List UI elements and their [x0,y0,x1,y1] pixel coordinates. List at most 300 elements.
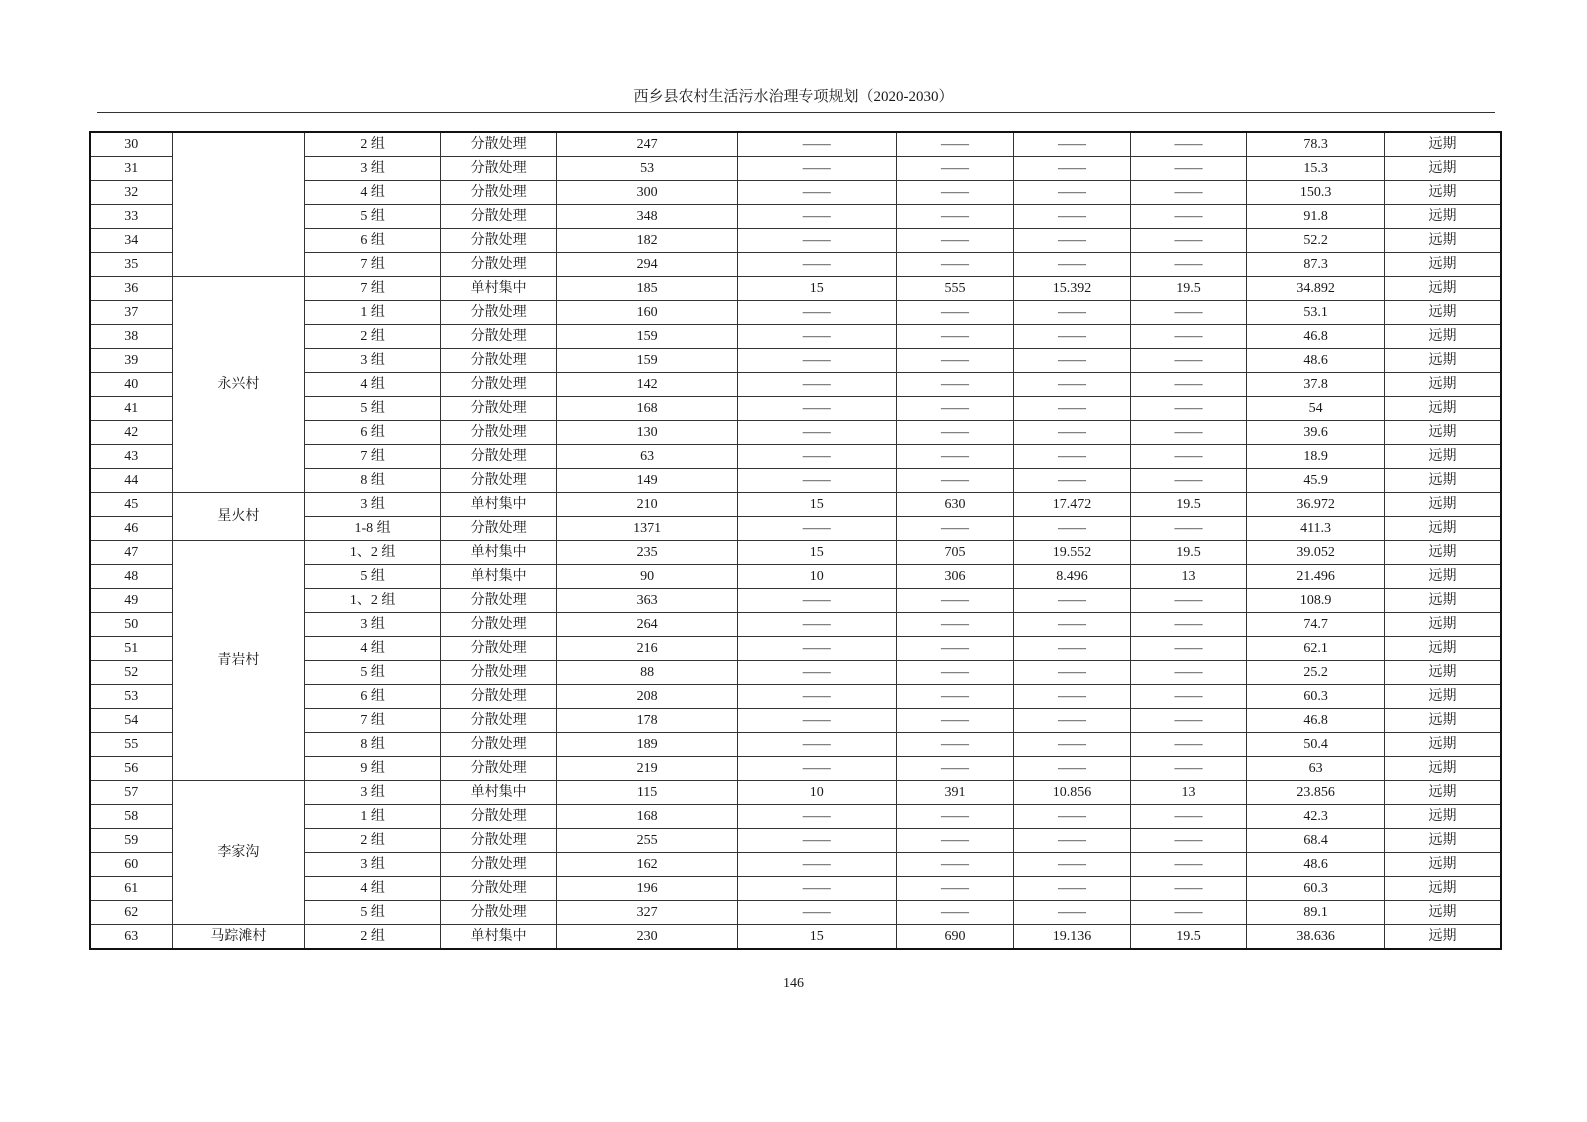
cell-group: 2 组 [305,132,441,157]
cell-group: 5 组 [305,397,441,421]
cell-scale: —— [737,853,896,877]
cell-method: 分散处理 [440,253,556,277]
cell-index: 42 [90,421,172,445]
cell-index: 61 [90,877,172,901]
cell-village: 永兴村 [172,277,305,493]
cell-cost-a: —— [1014,469,1130,493]
cell-total: 60.3 [1247,877,1385,901]
cell-total: 63 [1247,757,1385,781]
cell-total: 38.636 [1247,925,1385,950]
table-row [90,277,1501,301]
cell-cost-a: —— [1014,613,1130,637]
cell-population: 63 [557,445,737,469]
cell-cost-a: —— [1014,709,1130,733]
cell-scale: —— [737,253,896,277]
cell-volume: —— [896,421,1013,445]
cell-population: 159 [557,325,737,349]
cell-population: 300 [557,181,737,205]
cell-group: 4 组 [305,373,441,397]
cell-total: 48.6 [1247,853,1385,877]
cell-period: 远期 [1384,181,1501,205]
cell-cost-a: —— [1014,181,1130,205]
cell-period: 远期 [1384,517,1501,541]
cell-scale: 15 [737,925,896,950]
cell-period: 远期 [1384,157,1501,181]
cell-scale: —— [737,517,896,541]
cell-population: 294 [557,253,737,277]
cell-population: 115 [557,781,737,805]
cell-cost-a: —— [1014,325,1130,349]
cell-volume: —— [896,373,1013,397]
cell-scale: 10 [737,565,896,589]
cell-volume: —— [896,517,1013,541]
cell-group: 3 组 [305,157,441,181]
cell-population: 160 [557,301,737,325]
cell-period: 远期 [1384,325,1501,349]
cell-scale: —— [737,709,896,733]
cell-population: 185 [557,277,737,301]
cell-scale: —— [737,349,896,373]
cell-period: 远期 [1384,132,1501,157]
cell-cost-b: 13 [1130,565,1246,589]
cell-method: 分散处理 [440,445,556,469]
cell-cost-b: —— [1130,661,1246,685]
cell-cost-b: —— [1130,757,1246,781]
cell-cost-b: —— [1130,373,1246,397]
cell-cost-b: 19.5 [1130,277,1246,301]
cell-method: 单村集中 [440,493,556,517]
cell-group: 4 组 [305,877,441,901]
cell-group: 7 组 [305,709,441,733]
cell-cost-b: —— [1130,853,1246,877]
cell-index: 50 [90,613,172,637]
cell-method: 分散处理 [440,229,556,253]
cell-method: 分散处理 [440,325,556,349]
cell-group: 6 组 [305,685,441,709]
cell-group: 4 组 [305,181,441,205]
cell-scale: —— [737,685,896,709]
cell-method: 单村集中 [440,925,556,950]
cell-volume: —— [896,757,1013,781]
cell-period: 远期 [1384,205,1501,229]
cell-volume: 705 [896,541,1013,565]
cell-scale: —— [737,445,896,469]
cell-index: 58 [90,805,172,829]
cell-index: 49 [90,589,172,613]
cell-volume: —— [896,829,1013,853]
cell-period: 远期 [1384,253,1501,277]
cell-group: 3 组 [305,853,441,877]
cell-cost-a: —— [1014,685,1130,709]
data-table [89,131,1502,950]
cell-group: 3 组 [305,781,441,805]
cell-period: 远期 [1384,925,1501,950]
cell-total: 411.3 [1247,517,1385,541]
cell-total: 45.9 [1247,469,1385,493]
cell-period: 远期 [1384,421,1501,445]
cell-method: 分散处理 [440,517,556,541]
cell-cost-a: —— [1014,517,1130,541]
cell-period: 远期 [1384,733,1501,757]
cell-index: 51 [90,637,172,661]
cell-index: 38 [90,325,172,349]
cell-index: 46 [90,517,172,541]
cell-scale: 10 [737,781,896,805]
cell-scale: —— [737,373,896,397]
cell-cost-b: —— [1130,445,1246,469]
cell-total: 50.4 [1247,733,1385,757]
cell-population: 178 [557,709,737,733]
cell-period: 远期 [1384,805,1501,829]
cell-total: 21.496 [1247,565,1385,589]
cell-group: 5 组 [305,661,441,685]
cell-cost-a: —— [1014,733,1130,757]
cell-period: 远期 [1384,829,1501,853]
cell-cost-a: 19.136 [1014,925,1130,950]
cell-volume: —— [896,325,1013,349]
table-row [90,132,1501,157]
cell-scale: 15 [737,541,896,565]
cell-index: 45 [90,493,172,517]
cell-period: 远期 [1384,541,1501,565]
cell-scale: —— [737,877,896,901]
cell-cost-b: —— [1130,469,1246,493]
cell-group: 5 组 [305,901,441,925]
cell-index: 54 [90,709,172,733]
cell-cost-a: —— [1014,229,1130,253]
cell-population: 168 [557,397,737,421]
cell-period: 远期 [1384,877,1501,901]
cell-cost-a: —— [1014,805,1130,829]
cell-method: 分散处理 [440,901,556,925]
cell-cost-b: —— [1130,709,1246,733]
cell-population: 210 [557,493,737,517]
cell-index: 34 [90,229,172,253]
cell-total: 60.3 [1247,685,1385,709]
cell-group: 4 组 [305,637,441,661]
cell-method: 单村集中 [440,781,556,805]
cell-cost-b: —— [1130,637,1246,661]
cell-cost-a: —— [1014,661,1130,685]
cell-population: 53 [557,157,737,181]
cell-index: 43 [90,445,172,469]
cell-volume: —— [896,445,1013,469]
cell-method: 分散处理 [440,853,556,877]
cell-cost-a: 8.496 [1014,565,1130,589]
cell-total: 39.052 [1247,541,1385,565]
cell-cost-b: —— [1130,589,1246,613]
cell-index: 62 [90,901,172,925]
cell-index: 60 [90,853,172,877]
cell-cost-b: 13 [1130,781,1246,805]
cell-volume: 690 [896,925,1013,950]
cell-total: 39.6 [1247,421,1385,445]
cell-total: 37.8 [1247,373,1385,397]
cell-method: 分散处理 [440,613,556,637]
cell-group: 1、2 组 [305,589,441,613]
cell-method: 分散处理 [440,349,556,373]
cell-scale: —— [737,181,896,205]
cell-cost-a: —— [1014,829,1130,853]
cell-total: 74.7 [1247,613,1385,637]
cell-cost-a: —— [1014,397,1130,421]
cell-index: 30 [90,132,172,157]
cell-method: 分散处理 [440,757,556,781]
cell-volume: —— [896,301,1013,325]
cell-method: 分散处理 [440,733,556,757]
cell-cost-b: 19.5 [1130,541,1246,565]
cell-total: 46.8 [1247,325,1385,349]
cell-method: 分散处理 [440,132,556,157]
cell-index: 63 [90,925,172,950]
cell-scale: —— [737,469,896,493]
cell-cost-b: —— [1130,301,1246,325]
cell-period: 远期 [1384,853,1501,877]
cell-method: 分散处理 [440,877,556,901]
cell-total: 89.1 [1247,901,1385,925]
cell-volume: —— [896,157,1013,181]
cell-method: 单村集中 [440,277,556,301]
cell-volume: 306 [896,565,1013,589]
cell-scale: —— [737,661,896,685]
cell-period: 远期 [1384,277,1501,301]
cell-index: 55 [90,733,172,757]
cell-period: 远期 [1384,781,1501,805]
cell-population: 264 [557,613,737,637]
cell-total: 78.3 [1247,132,1385,157]
cell-total: 62.1 [1247,637,1385,661]
cell-period: 远期 [1384,589,1501,613]
cell-method: 分散处理 [440,685,556,709]
cell-cost-a: —— [1014,853,1130,877]
cell-cost-b: —— [1130,325,1246,349]
cell-period: 远期 [1384,565,1501,589]
cell-volume: —— [896,589,1013,613]
cell-method: 分散处理 [440,397,556,421]
cell-population: 162 [557,853,737,877]
cell-scale: —— [737,637,896,661]
cell-index: 33 [90,205,172,229]
cell-total: 25.2 [1247,661,1385,685]
page-header-title: 西乡县农村生活污水治理专项规划（2020-2030） [633,89,954,105]
cell-index: 40 [90,373,172,397]
cell-group: 5 组 [305,565,441,589]
cell-method: 单村集中 [440,565,556,589]
table-body [90,132,1501,949]
cell-scale: 15 [737,277,896,301]
cell-cost-a: —— [1014,445,1130,469]
cell-total: 87.3 [1247,253,1385,277]
cell-index: 52 [90,661,172,685]
cell-population: 247 [557,132,737,157]
cell-method: 分散处理 [440,181,556,205]
cell-volume: —— [896,205,1013,229]
cell-cost-a: —— [1014,901,1130,925]
cell-volume: —— [896,349,1013,373]
cell-volume: —— [896,637,1013,661]
cell-scale: —— [737,421,896,445]
cell-total: 108.9 [1247,589,1385,613]
cell-cost-b: —— [1130,229,1246,253]
cell-group: 2 组 [305,325,441,349]
cell-volume: —— [896,733,1013,757]
cell-volume: —— [896,397,1013,421]
cell-cost-b: —— [1130,613,1246,637]
cell-cost-b: —— [1130,877,1246,901]
cell-cost-b: —— [1130,805,1246,829]
cell-method: 分散处理 [440,205,556,229]
cell-cost-a: —— [1014,205,1130,229]
cell-scale: —— [737,805,896,829]
cell-volume: 391 [896,781,1013,805]
cell-period: 远期 [1384,685,1501,709]
cell-volume: —— [896,469,1013,493]
cell-population: 235 [557,541,737,565]
cell-cost-a: —— [1014,637,1130,661]
cell-scale: —— [737,613,896,637]
table-row [90,781,1501,805]
cell-total: 54 [1247,397,1385,421]
cell-method: 单村集中 [440,541,556,565]
cell-population: 363 [557,589,737,613]
cell-group: 8 组 [305,469,441,493]
cell-population: 149 [557,469,737,493]
cell-scale: —— [737,325,896,349]
cell-group: 2 组 [305,829,441,853]
cell-index: 44 [90,469,172,493]
cell-group: 1、2 组 [305,541,441,565]
cell-index: 57 [90,781,172,805]
cell-period: 远期 [1384,757,1501,781]
cell-group: 8 组 [305,733,441,757]
cell-group: 7 组 [305,253,441,277]
cell-total: 48.6 [1247,349,1385,373]
cell-period: 远期 [1384,613,1501,637]
table-row [90,925,1501,950]
cell-cost-b: —— [1130,517,1246,541]
cell-village: 青岩村 [172,541,305,781]
cell-method: 分散处理 [440,589,556,613]
cell-group: 3 组 [305,613,441,637]
cell-volume: —— [896,685,1013,709]
cell-cost-b: —— [1130,132,1246,157]
cell-population: 255 [557,829,737,853]
cell-scale: —— [737,229,896,253]
cell-volume: —— [896,132,1013,157]
cell-population: 208 [557,685,737,709]
cell-cost-a: —— [1014,132,1130,157]
cell-population: 189 [557,733,737,757]
cell-total: 91.8 [1247,205,1385,229]
cell-total: 52.2 [1247,229,1385,253]
cell-total: 36.972 [1247,493,1385,517]
cell-index: 39 [90,349,172,373]
cell-volume: —— [896,229,1013,253]
cell-cost-b: —— [1130,253,1246,277]
cell-method: 分散处理 [440,805,556,829]
cell-group: 3 组 [305,493,441,517]
cell-method: 分散处理 [440,829,556,853]
cell-period: 远期 [1384,349,1501,373]
cell-population: 168 [557,805,737,829]
cell-cost-b: —— [1130,901,1246,925]
cell-scale: —— [737,589,896,613]
header-divider [97,112,1495,113]
cell-index: 53 [90,685,172,709]
cell-scale: —— [737,829,896,853]
table-row [90,493,1501,517]
cell-population: 130 [557,421,737,445]
cell-method: 分散处理 [440,301,556,325]
cell-village: 李家沟 [172,781,305,925]
cell-volume: —— [896,901,1013,925]
cell-cost-a: 10.856 [1014,781,1130,805]
cell-volume: —— [896,253,1013,277]
cell-cost-a: —— [1014,157,1130,181]
cell-cost-b: —— [1130,205,1246,229]
cell-period: 远期 [1384,493,1501,517]
cell-total: 42.3 [1247,805,1385,829]
cell-group: 6 组 [305,229,441,253]
cell-total: 23.856 [1247,781,1385,805]
cell-index: 37 [90,301,172,325]
cell-cost-b: —— [1130,397,1246,421]
cell-period: 远期 [1384,709,1501,733]
cell-method: 分散处理 [440,469,556,493]
cell-group: 5 组 [305,205,441,229]
cell-total: 150.3 [1247,181,1385,205]
cell-index: 36 [90,277,172,301]
table-row [90,541,1501,565]
cell-period: 远期 [1384,397,1501,421]
cell-volume: —— [896,181,1013,205]
page-number: 146 [783,976,804,991]
cell-cost-a: —— [1014,373,1130,397]
cell-group: 1 组 [305,805,441,829]
cell-total: 15.3 [1247,157,1385,181]
cell-cost-a: —— [1014,349,1130,373]
cell-cost-b: —— [1130,685,1246,709]
cell-cost-a: —— [1014,877,1130,901]
cell-scale: —— [737,397,896,421]
cell-period: 远期 [1384,469,1501,493]
cell-population: 1371 [557,517,737,541]
cell-cost-a: —— [1014,589,1130,613]
cell-village: 星火村 [172,493,305,541]
cell-cost-a: 15.392 [1014,277,1130,301]
cell-index: 48 [90,565,172,589]
cell-cost-b: —— [1130,829,1246,853]
cell-population: 348 [557,205,737,229]
cell-group: 9 组 [305,757,441,781]
cell-method: 分散处理 [440,421,556,445]
cell-period: 远期 [1384,637,1501,661]
cell-total: 18.9 [1247,445,1385,469]
cell-index: 35 [90,253,172,277]
cell-scale: —— [737,301,896,325]
cell-cost-a: 17.472 [1014,493,1130,517]
cell-method: 分散处理 [440,373,556,397]
cell-scale: —— [737,157,896,181]
cell-method: 分散处理 [440,661,556,685]
cell-index: 32 [90,181,172,205]
cell-period: 远期 [1384,901,1501,925]
cell-group: 3 组 [305,349,441,373]
cell-volume: 630 [896,493,1013,517]
cell-group: 7 组 [305,277,441,301]
cell-population: 182 [557,229,737,253]
cell-cost-b: 19.5 [1130,925,1246,950]
